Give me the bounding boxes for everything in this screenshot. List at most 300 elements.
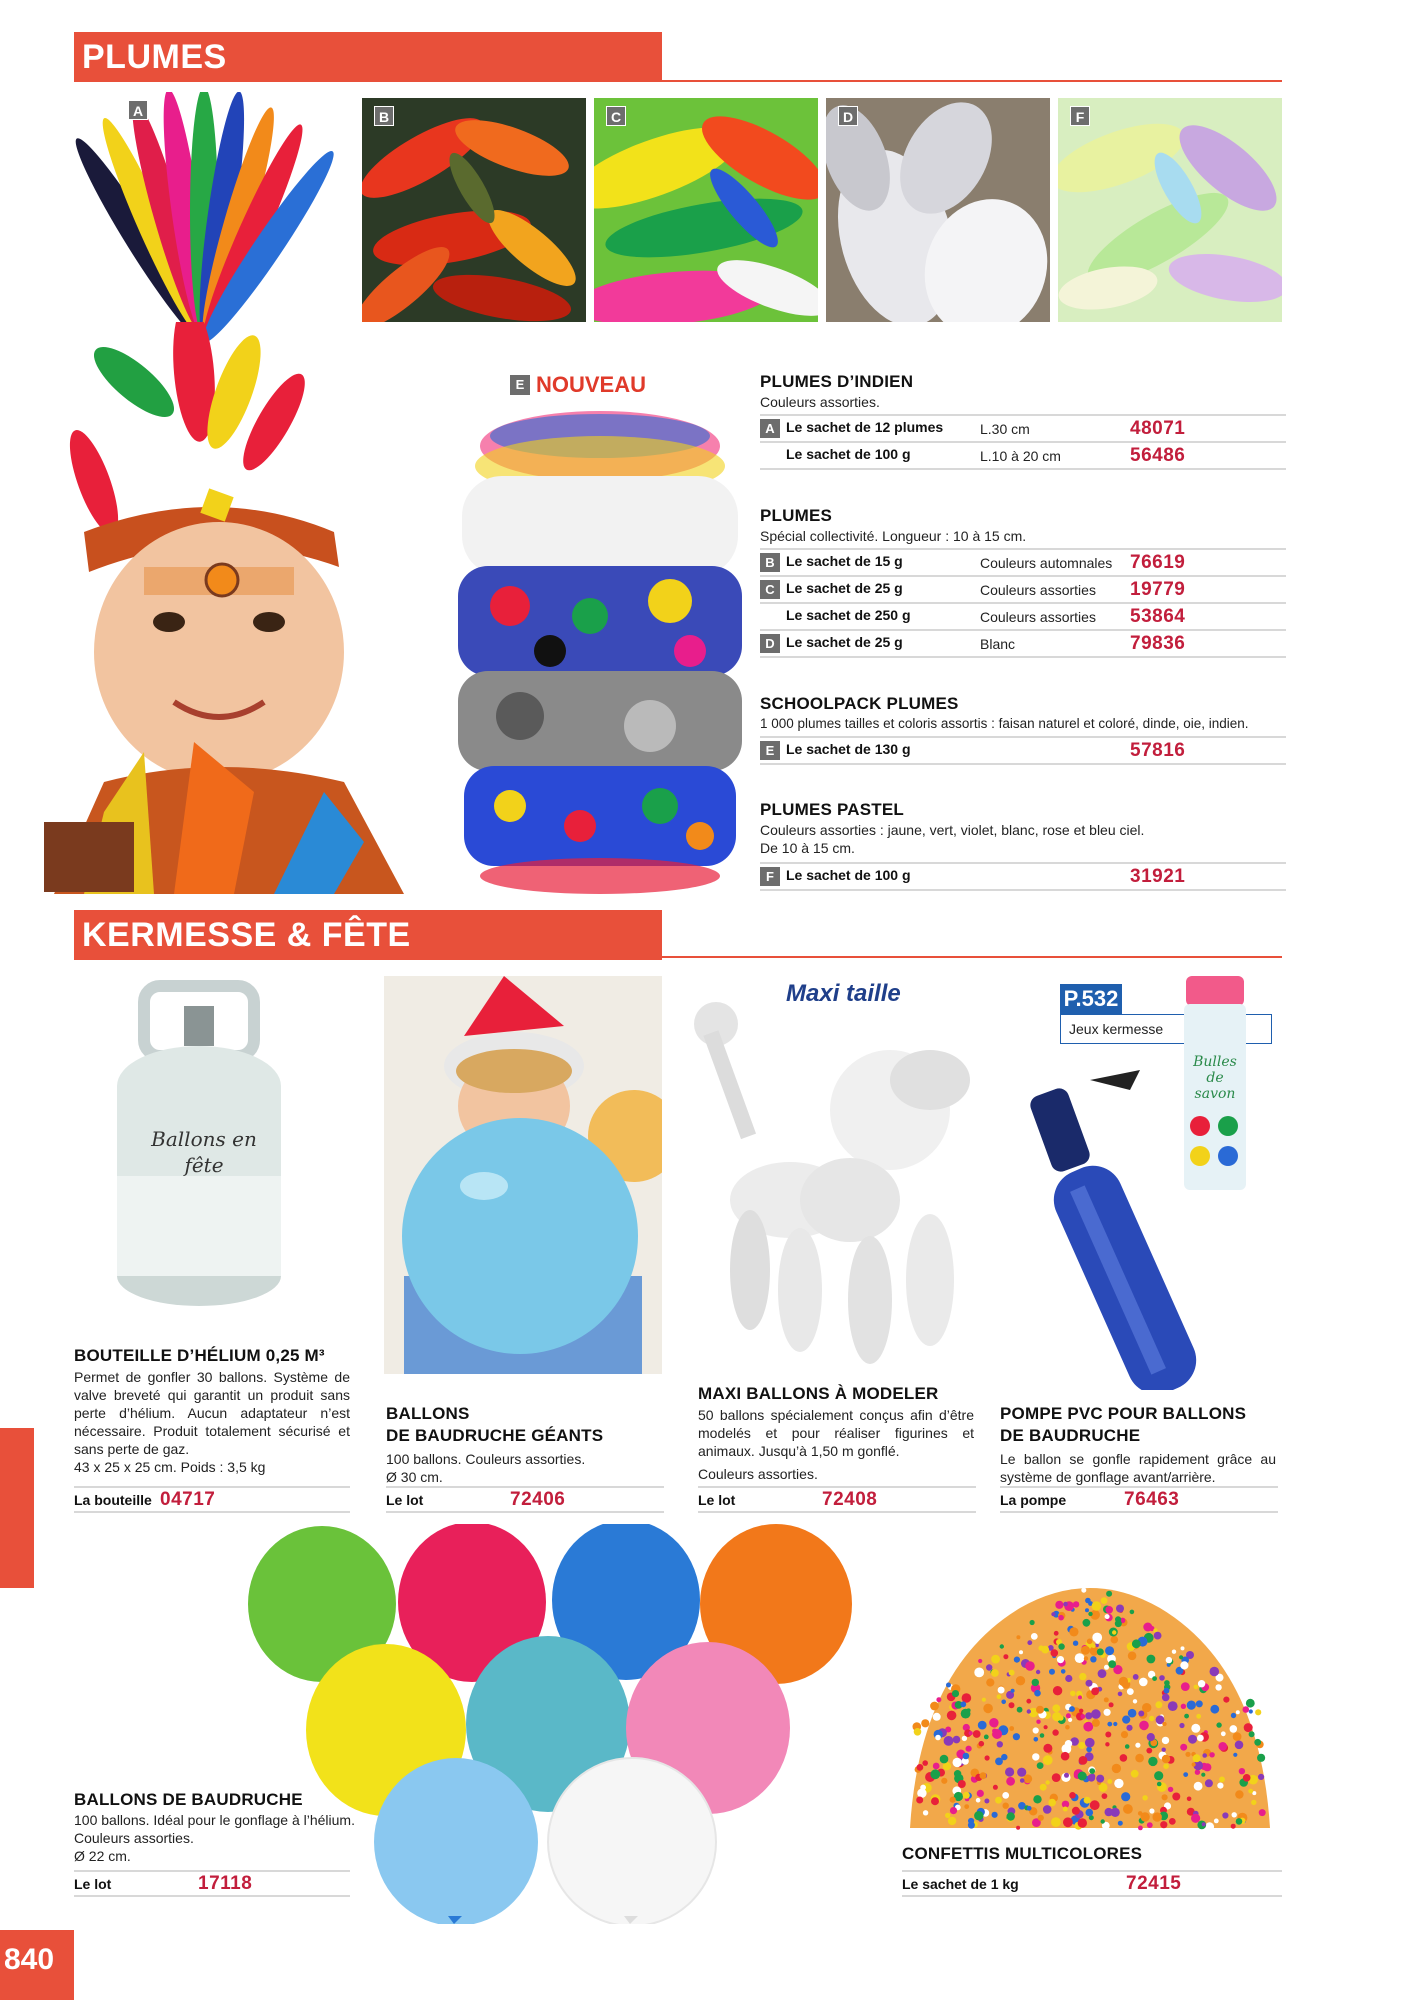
confetti-piece bbox=[1179, 1655, 1183, 1659]
table-row bbox=[760, 863, 1286, 890]
confetti-piece bbox=[983, 1704, 993, 1714]
photo-white-feathers bbox=[826, 98, 1050, 322]
confetti-piece bbox=[1005, 1767, 1014, 1776]
confetti-piece bbox=[1248, 1789, 1253, 1794]
confetti-piece bbox=[1064, 1773, 1069, 1778]
confetti-piece bbox=[1037, 1762, 1044, 1769]
row-condition: Le sachet de 12 plumes bbox=[786, 419, 944, 436]
confetti-piece bbox=[1065, 1675, 1072, 1682]
row-reference: 79836 bbox=[1130, 630, 1286, 657]
confetti-piece bbox=[1168, 1787, 1173, 1792]
confetti-piece bbox=[1084, 1797, 1091, 1804]
confetti-piece bbox=[1251, 1800, 1256, 1805]
confetti-piece bbox=[1084, 1656, 1088, 1660]
confetti-piece bbox=[1183, 1772, 1188, 1777]
confetti-piece bbox=[945, 1813, 950, 1818]
confetti-piece bbox=[1078, 1818, 1087, 1827]
photo-pastel-feathers bbox=[1058, 98, 1282, 322]
confetti-piece bbox=[1162, 1737, 1169, 1744]
confetti-piece bbox=[1027, 1640, 1032, 1645]
confetti-piece bbox=[1218, 1742, 1227, 1751]
confetti-piece bbox=[1202, 1822, 1206, 1826]
confetti-piece bbox=[1139, 1721, 1149, 1731]
row-spec: L.30 cm bbox=[980, 415, 1130, 442]
confetti-piece bbox=[1051, 1649, 1059, 1657]
confetti-piece bbox=[1086, 1809, 1094, 1817]
product-reference-row bbox=[902, 1870, 1282, 1897]
confetti-piece bbox=[1163, 1763, 1169, 1769]
confetti-piece bbox=[1052, 1729, 1058, 1735]
confetti-piece bbox=[1123, 1804, 1133, 1814]
confetti-piece bbox=[1101, 1597, 1108, 1604]
confetti-piece bbox=[1006, 1777, 1015, 1786]
bubbles-label: Bulles de savon bbox=[1193, 1054, 1237, 1102]
confetti-piece bbox=[986, 1678, 994, 1686]
confetti-piece bbox=[1217, 1783, 1223, 1789]
confetti-piece bbox=[973, 1730, 981, 1738]
confetti-piece bbox=[1193, 1754, 1201, 1762]
confetti-piece bbox=[1138, 1711, 1144, 1717]
confetti-piece bbox=[1038, 1815, 1044, 1821]
confetti-piece bbox=[1223, 1697, 1229, 1703]
confetti-piece bbox=[1001, 1700, 1006, 1705]
confetti-piece bbox=[1126, 1725, 1132, 1731]
confetti-piece bbox=[1003, 1803, 1009, 1809]
product-name: BALLONS bbox=[386, 1404, 470, 1423]
confetti-piece bbox=[1185, 1752, 1190, 1757]
confetti-piece bbox=[1232, 1812, 1237, 1817]
confetti-piece bbox=[1111, 1636, 1119, 1644]
product-name: SCHOOLPACK PLUMES bbox=[760, 694, 959, 713]
product-name: POMPE PVC POUR BALLONS bbox=[1000, 1404, 1247, 1423]
confetti-piece bbox=[1236, 1818, 1243, 1825]
confetti-piece bbox=[1087, 1639, 1093, 1645]
confetti-piece bbox=[1112, 1630, 1116, 1634]
confetti-piece bbox=[1191, 1814, 1200, 1823]
confetti-piece bbox=[1105, 1808, 1113, 1816]
section-divider bbox=[662, 80, 1282, 82]
product-description: 1 000 plumes tailles et coloris assortis : faisan naturel et coloré, dinde, oie, indien. bbox=[760, 716, 1249, 731]
row-reference: 48071 bbox=[1130, 415, 1286, 442]
row-condition: Le sachet de 1 kg bbox=[902, 1875, 1019, 1892]
confetti-piece bbox=[1195, 1770, 1200, 1775]
confetti-piece bbox=[1073, 1601, 1079, 1607]
confetti-piece bbox=[1079, 1709, 1083, 1713]
product-name: PLUMES bbox=[760, 506, 833, 525]
photo-schoolpack-feathers bbox=[450, 406, 750, 898]
confetti-piece bbox=[1121, 1792, 1130, 1801]
confetti-piece bbox=[1009, 1702, 1015, 1708]
row-reference: 31921 bbox=[1130, 863, 1286, 890]
confetti-piece bbox=[1097, 1648, 1104, 1655]
confetti-piece bbox=[1149, 1808, 1154, 1813]
row-condition: Le sachet de 25 g bbox=[786, 580, 903, 597]
confetti-piece bbox=[979, 1741, 985, 1747]
product-letter-tag: F bbox=[760, 867, 780, 886]
photo-confettis bbox=[900, 1548, 1280, 1838]
confetti-piece bbox=[1233, 1753, 1237, 1757]
confetti-piece bbox=[992, 1729, 997, 1734]
maxi-size-badge: Maxi taille bbox=[786, 980, 901, 1007]
row-condition: La bouteille bbox=[74, 1491, 152, 1508]
confetti-piece bbox=[974, 1668, 984, 1678]
confetti-piece bbox=[1188, 1735, 1197, 1744]
confetti-piece bbox=[1153, 1812, 1162, 1821]
product-name: BOUTEILLE D’HÉLIUM 0,25 M³ bbox=[74, 1346, 325, 1365]
confetti-piece bbox=[1026, 1699, 1031, 1704]
confetti-piece bbox=[1061, 1669, 1066, 1674]
confetti-piece bbox=[1121, 1731, 1128, 1738]
row-condition: Le sachet de 100 g bbox=[786, 446, 911, 463]
confetti-piece bbox=[1114, 1779, 1123, 1788]
confetti-piece bbox=[1068, 1718, 1072, 1722]
side-tab bbox=[0, 1428, 34, 1588]
confetti-piece bbox=[1205, 1822, 1214, 1831]
confetti-piece bbox=[1058, 1643, 1064, 1649]
confetti-piece bbox=[1259, 1809, 1266, 1816]
photo-assorted-feathers bbox=[594, 98, 818, 322]
photo-child-giant-balloon bbox=[384, 976, 662, 1374]
confetti-piece bbox=[1135, 1754, 1144, 1763]
confetti-piece bbox=[1032, 1679, 1039, 1686]
confetti-piece bbox=[1049, 1669, 1055, 1675]
confetti-piece bbox=[1086, 1680, 1093, 1687]
confetti-piece bbox=[1249, 1709, 1253, 1713]
confetti-piece bbox=[1002, 1792, 1009, 1799]
product-reference-row bbox=[386, 1486, 664, 1513]
confetti-piece bbox=[978, 1659, 982, 1663]
confetti-piece bbox=[1083, 1619, 1091, 1627]
confetti-piece bbox=[1019, 1650, 1023, 1654]
confetti-piece bbox=[984, 1735, 989, 1740]
confetti-piece bbox=[1164, 1680, 1170, 1686]
confetti-piece bbox=[1033, 1727, 1039, 1733]
confetti-piece bbox=[1083, 1722, 1093, 1732]
photo-child-headdress bbox=[44, 322, 454, 894]
section-title-plumes: PLUMES bbox=[74, 32, 662, 82]
confetti-piece bbox=[1072, 1807, 1080, 1815]
confetti-piece bbox=[1080, 1714, 1085, 1719]
confetti-piece bbox=[1016, 1676, 1025, 1685]
product-reference-table bbox=[760, 414, 1286, 470]
table-row bbox=[760, 415, 1286, 442]
confetti-piece bbox=[1214, 1819, 1219, 1824]
photo-balloon-dog bbox=[680, 1000, 1000, 1380]
row-spec: Couleurs assorties bbox=[980, 576, 1130, 603]
confetti-piece bbox=[940, 1755, 949, 1764]
confetti-piece bbox=[1020, 1778, 1025, 1783]
row-reference: 53864 bbox=[1130, 603, 1286, 630]
confetti-piece bbox=[1243, 1774, 1251, 1782]
confetti-piece bbox=[958, 1780, 966, 1788]
confetti-piece bbox=[935, 1735, 941, 1741]
product-name: MAXI BALLONS À MODELER bbox=[698, 1384, 939, 1403]
confetti-piece bbox=[1025, 1661, 1035, 1671]
row-reference: 72415 bbox=[1126, 1872, 1182, 1894]
confetti-piece bbox=[1023, 1774, 1032, 1783]
confetti-piece bbox=[1048, 1799, 1056, 1807]
product-letter-tag: E bbox=[760, 741, 780, 760]
product-description: Permet de gonfler 30 ballons. Système de valve breveté qui garantit un produit sans perte d’hélium. Aucun adaptateur n’est nécessaire. Produit totalement sécurisé et sans perte de gaz. bbox=[74, 1369, 350, 1457]
confetti-piece bbox=[1116, 1605, 1124, 1613]
product-reference-table bbox=[760, 548, 1286, 658]
confetti-piece bbox=[1249, 1731, 1255, 1737]
confetti-piece bbox=[1007, 1812, 1015, 1820]
row-reference: 04717 bbox=[160, 1488, 216, 1510]
row-condition: Le lot bbox=[698, 1491, 736, 1508]
row-condition: Le lot bbox=[386, 1491, 424, 1508]
confetti-piece bbox=[985, 1755, 990, 1760]
confetti-piece bbox=[1196, 1714, 1201, 1719]
photo-helium-bottle bbox=[104, 976, 294, 1316]
product-description: 100 ballons. Idéal pour le gonflage à l’hélium. bbox=[74, 1812, 355, 1828]
confetti-piece bbox=[974, 1811, 983, 1820]
confetti-piece bbox=[1196, 1700, 1203, 1707]
confetti-piece bbox=[1069, 1627, 1078, 1636]
confetti-piece bbox=[978, 1721, 987, 1730]
confetti-piece bbox=[1016, 1635, 1020, 1639]
product-description: De 10 à 15 cm. bbox=[760, 840, 855, 856]
confetti-piece bbox=[1105, 1742, 1109, 1746]
confetti-piece bbox=[991, 1655, 1000, 1664]
nouveau-label: NOUVEAU bbox=[536, 372, 647, 397]
confetti-piece bbox=[1052, 1773, 1061, 1782]
confetti-piece bbox=[1057, 1656, 1064, 1663]
table-row bbox=[760, 630, 1286, 657]
section-divider bbox=[662, 956, 1282, 958]
confetti-piece bbox=[1085, 1608, 1089, 1612]
confetti-piece bbox=[916, 1797, 923, 1804]
confetti-piece bbox=[1128, 1709, 1137, 1718]
confetti-piece bbox=[1142, 1795, 1147, 1800]
confetti-piece bbox=[1108, 1660, 1116, 1668]
confetti-piece bbox=[1120, 1754, 1128, 1762]
row-spec: Blanc bbox=[980, 630, 1130, 657]
confetti-piece bbox=[1130, 1610, 1135, 1615]
confetti-piece bbox=[1152, 1676, 1157, 1681]
confetti-piece bbox=[993, 1785, 998, 1790]
row-spec: Couleurs assorties bbox=[980, 603, 1130, 630]
confetti-piece bbox=[1033, 1795, 1041, 1803]
confetti-piece bbox=[997, 1741, 1003, 1747]
confetti-piece bbox=[1231, 1824, 1236, 1829]
confetti-piece bbox=[1040, 1733, 1045, 1738]
product-name: BALLONS DE BAUDRUCHE bbox=[74, 1790, 303, 1809]
confetti-piece bbox=[1216, 1722, 1221, 1727]
confetti-piece bbox=[1125, 1744, 1130, 1749]
confetti-piece bbox=[1104, 1697, 1109, 1702]
confetti-piece bbox=[1066, 1713, 1071, 1718]
product-description: Spécial collectivité. Longueur : 10 à 15 cm. bbox=[760, 528, 1027, 544]
confetti-piece bbox=[1148, 1757, 1157, 1766]
confetti-piece bbox=[1001, 1754, 1007, 1760]
confetti-piece bbox=[1254, 1739, 1261, 1746]
confetti-piece bbox=[1065, 1740, 1072, 1747]
product-description: Couleurs assorties. bbox=[760, 394, 880, 410]
row-reference: 57816 bbox=[1130, 737, 1286, 764]
product-name: DE BAUDRUCHE GÉANTS bbox=[386, 1426, 604, 1445]
confetti-piece bbox=[1105, 1646, 1114, 1655]
page-number: 840 bbox=[0, 1930, 74, 2000]
confetti-piece bbox=[1104, 1665, 1109, 1670]
confetti-piece bbox=[1140, 1812, 1149, 1821]
confetti-piece bbox=[1092, 1633, 1102, 1643]
confetti-piece bbox=[1210, 1667, 1220, 1677]
confetti-piece bbox=[1063, 1602, 1068, 1607]
confetti-piece bbox=[1069, 1792, 1076, 1799]
confetti-piece bbox=[1230, 1725, 1238, 1733]
confetti-piece bbox=[1235, 1790, 1243, 1798]
confetti-piece bbox=[977, 1790, 984, 1797]
nouveau-badge bbox=[510, 372, 646, 398]
confetti-piece bbox=[1043, 1755, 1053, 1765]
confetti-piece bbox=[1127, 1688, 1134, 1695]
confetti-piece bbox=[1243, 1706, 1250, 1713]
confetti-piece bbox=[1000, 1644, 1004, 1648]
confetti-piece bbox=[1078, 1772, 1087, 1781]
product-description: Le ballon se gonfle rapidement grâce au système de gonflage avant/arrière. bbox=[1000, 1451, 1276, 1485]
row-reference: 76619 bbox=[1130, 549, 1286, 576]
confetti-piece bbox=[933, 1713, 941, 1721]
confetti-piece bbox=[997, 1694, 1002, 1699]
confetti-piece bbox=[1166, 1657, 1172, 1663]
confetti-piece bbox=[1219, 1777, 1225, 1783]
confetti-piece bbox=[991, 1669, 999, 1677]
confetti-piece bbox=[1157, 1782, 1162, 1787]
table-row bbox=[760, 737, 1286, 764]
confetti-piece bbox=[992, 1812, 998, 1818]
confetti-piece bbox=[1235, 1741, 1244, 1750]
product-name: PLUMES D’INDIEN bbox=[760, 372, 914, 391]
confetti-piece bbox=[1040, 1784, 1047, 1791]
confetti-piece bbox=[948, 1817, 956, 1825]
confetti-piece bbox=[1079, 1756, 1088, 1765]
confetti-piece bbox=[1112, 1764, 1121, 1773]
product-reference-row bbox=[74, 1870, 350, 1897]
row-condition: Le sachet de 100 g bbox=[786, 867, 911, 884]
photo-tag: B bbox=[374, 106, 394, 126]
confetti-piece bbox=[1075, 1653, 1085, 1663]
product-letter-tag: A bbox=[760, 419, 780, 438]
row-reference: 19779 bbox=[1130, 576, 1286, 603]
photo-autumn-feathers bbox=[362, 98, 586, 322]
photo-tag: A bbox=[128, 100, 148, 120]
confetti-piece bbox=[1164, 1688, 1170, 1694]
confetti-piece bbox=[1089, 1768, 1095, 1774]
row-reference: 56486 bbox=[1130, 442, 1286, 469]
confetti-piece bbox=[1009, 1726, 1014, 1731]
confetti-piece bbox=[1078, 1742, 1085, 1749]
confetti-piece bbox=[953, 1736, 961, 1744]
confetti-piece bbox=[1096, 1775, 1104, 1783]
confetti-piece bbox=[1172, 1793, 1180, 1801]
confetti-piece bbox=[969, 1731, 973, 1735]
confetti-piece bbox=[989, 1718, 998, 1727]
row-reference: 17118 bbox=[198, 1872, 253, 1894]
confetti-piece bbox=[1221, 1731, 1226, 1736]
confetti-piece bbox=[1154, 1771, 1163, 1780]
product-letter-tag: B bbox=[760, 553, 780, 572]
confetti-piece bbox=[1233, 1732, 1242, 1741]
confetti-piece bbox=[976, 1798, 981, 1803]
confetti-piece bbox=[1053, 1686, 1062, 1695]
confetti-piece bbox=[1030, 1620, 1035, 1625]
confetti-piece bbox=[1051, 1817, 1061, 1827]
product-letter-tag: D bbox=[760, 634, 780, 653]
photo-tag: D bbox=[838, 106, 858, 126]
confetti-piece bbox=[960, 1701, 966, 1707]
confetti-piece bbox=[962, 1693, 972, 1703]
confetti-piece bbox=[1041, 1646, 1049, 1654]
confetti-piece bbox=[1113, 1722, 1117, 1726]
confetti-piece bbox=[1135, 1743, 1140, 1748]
confetti-piece bbox=[1032, 1753, 1039, 1760]
confetti-piece bbox=[962, 1736, 967, 1741]
confetti-piece bbox=[1027, 1806, 1032, 1811]
confetti-piece bbox=[1011, 1689, 1015, 1693]
confetti-piece bbox=[1017, 1707, 1023, 1713]
confetti-piece bbox=[1168, 1701, 1178, 1711]
confetti-piece bbox=[1003, 1654, 1008, 1659]
confetti-piece bbox=[1109, 1702, 1114, 1707]
confetti-piece bbox=[1016, 1826, 1020, 1830]
confetti-piece bbox=[1090, 1800, 1100, 1810]
confetti-piece bbox=[1105, 1732, 1111, 1738]
product-dimensions: 43 x 25 x 25 cm. Poids : 3,5 kg bbox=[74, 1459, 266, 1475]
product-description: Couleurs assorties. bbox=[698, 1466, 818, 1482]
confetti-piece bbox=[1069, 1706, 1075, 1712]
table-row bbox=[760, 549, 1286, 576]
confetti-piece bbox=[1101, 1819, 1105, 1823]
row-spec: L.10 à 20 cm bbox=[980, 442, 1130, 469]
product-description: Ø 22 cm. bbox=[74, 1848, 131, 1864]
confetti-piece bbox=[1106, 1591, 1112, 1597]
confetti-piece bbox=[1118, 1692, 1123, 1697]
confetti-piece bbox=[1055, 1601, 1063, 1609]
confetti-piece bbox=[1147, 1655, 1156, 1664]
confetti-piece bbox=[922, 1760, 928, 1766]
confetti-piece bbox=[1036, 1706, 1044, 1714]
confetti-piece bbox=[1180, 1661, 1188, 1669]
confetti-piece bbox=[1044, 1725, 1048, 1729]
photo-pvc-pump bbox=[1020, 1070, 1270, 1390]
row-reference: 76463 bbox=[1124, 1488, 1180, 1510]
table-row bbox=[760, 576, 1286, 603]
confetti-piece bbox=[1092, 1719, 1100, 1727]
confetti-piece bbox=[1187, 1797, 1192, 1802]
page-reference-badge[interactable]: P.532 bbox=[1060, 984, 1122, 1014]
section-title-kermesse: KERMESSE & FÊTE bbox=[74, 910, 662, 960]
confetti-piece bbox=[1155, 1701, 1162, 1708]
confetti-piece bbox=[1181, 1646, 1185, 1650]
confetti-piece bbox=[930, 1702, 939, 1711]
confetti-piece bbox=[1215, 1684, 1221, 1690]
confetti-piece bbox=[1043, 1805, 1052, 1814]
confetti-piece bbox=[1081, 1646, 1090, 1655]
confetti-piece bbox=[1119, 1677, 1128, 1686]
confetti-piece bbox=[931, 1797, 939, 1805]
confetti-piece bbox=[1159, 1675, 1165, 1681]
confetti-piece bbox=[1160, 1821, 1167, 1828]
confetti-piece bbox=[1147, 1822, 1153, 1828]
confetti-piece bbox=[1192, 1762, 1196, 1766]
confetti-piece bbox=[964, 1804, 969, 1809]
confetti-piece bbox=[1202, 1753, 1207, 1758]
confetti-piece bbox=[1146, 1748, 1152, 1754]
photo-tag: C bbox=[606, 106, 626, 126]
confetti-piece bbox=[1187, 1701, 1196, 1710]
confetti-piece bbox=[1036, 1670, 1040, 1674]
